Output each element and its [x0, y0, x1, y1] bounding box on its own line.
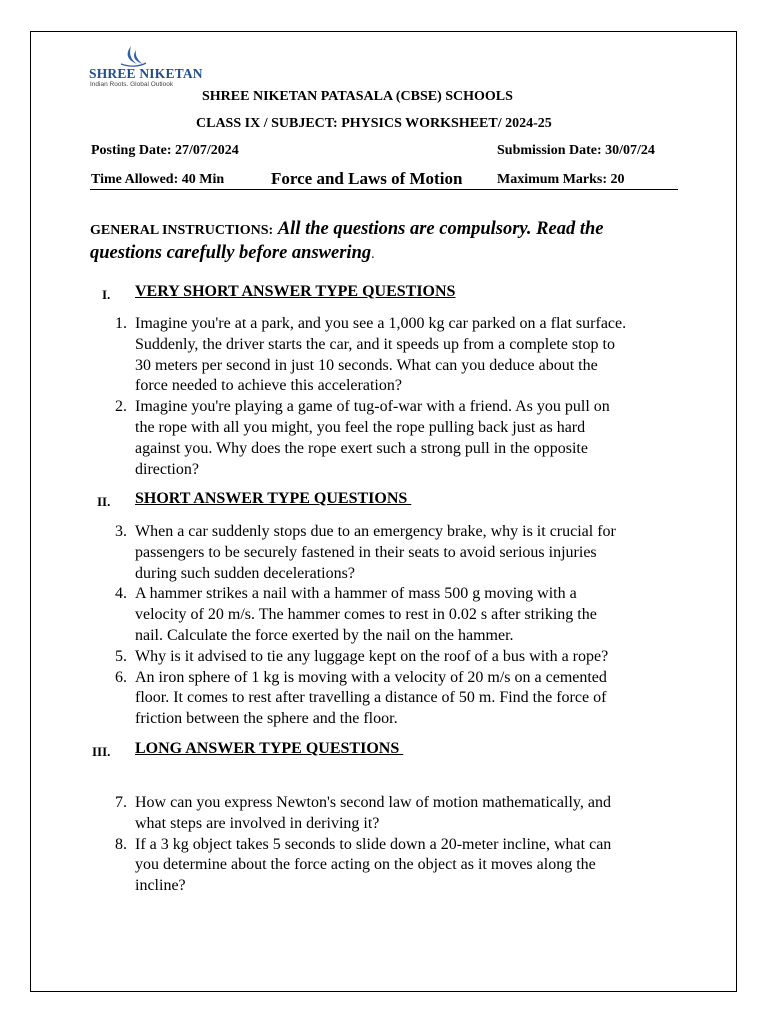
section-number: I.	[102, 287, 111, 302]
question-number: 2.	[115, 398, 127, 416]
school-name: SHREE NIKETAN PATASALA (CBSE) SCHOOLS	[202, 89, 513, 104]
question-number: 4.	[115, 585, 127, 603]
question-list	[90, 793, 685, 897]
instructions-label: GENERAL INSTRUCTIONS:	[90, 223, 274, 238]
class-subject: CLASS IX / SUBJECT: PHYSICS WORKSHEET/ 2024-25	[196, 116, 552, 131]
question-line: When a car suddenly stops due to an emergency brake, why is it crucial for	[135, 523, 616, 540]
question-number: 6.	[115, 668, 127, 686]
section-number: III.	[92, 744, 111, 759]
question-line: How can you express Newton's second law of motion mathematically, and	[135, 794, 611, 811]
question-number: 1.	[115, 315, 127, 332]
instructions-period: .	[371, 247, 375, 262]
question-line: Imagine you're at a park, and you see a 1,000 kg car parked on a flat surface.	[135, 315, 627, 332]
submission-date: Submission Date: 30/07/24	[497, 143, 655, 158]
question-item	[90, 584, 685, 646]
section-title: LONG ANSWER TYPE QUESTIONS	[135, 740, 404, 757]
question-line: An iron sphere of 1 kg is moving with a velocity of 20 m/s on a cemented	[135, 668, 607, 686]
question-line: 30 meters per second in just 10 seconds. What can you deduce about the	[135, 356, 598, 374]
posting-date: Posting Date: 27/07/2024	[91, 143, 239, 158]
question-line: direction?	[135, 460, 199, 478]
question-item	[90, 668, 685, 730]
question-line: during such sudden decelerations?	[135, 564, 355, 582]
question-line: nail. Calculate the force exerted by the nail on the hammer.	[135, 626, 514, 644]
logo-swoosh-icon	[117, 44, 147, 68]
question-line: you determine about the force acting on the object as it moves along the	[135, 856, 596, 874]
section-number: II.	[97, 494, 111, 509]
question-number: 8.	[115, 835, 127, 853]
question-line: the rope with all you might, you feel the rope pulling back just as hard	[135, 418, 586, 436]
logo-tagline: Indian Roots. Global Outlook	[90, 81, 174, 88]
question-line: incline?	[135, 877, 186, 895]
question-line: Suddenly, the driver starts the car, and it speeds up from a complete stop to	[135, 335, 615, 353]
question-list	[90, 522, 685, 730]
question-line: force needed to achieve this acceleration?	[135, 377, 402, 395]
question-line: friction between the sphere and the floor.	[135, 710, 398, 728]
question-number: 3.	[115, 523, 127, 540]
question-list	[90, 314, 685, 480]
maximum-marks: Maximum Marks: 20	[497, 172, 625, 187]
school-logo	[89, 44, 219, 92]
question-line: If a 3 kg object takes 5 seconds to slide down a 20-meter incline, what can	[135, 835, 612, 853]
worksheet-topic: Force and Laws of Motion	[271, 169, 463, 188]
question-item	[90, 647, 685, 668]
question-number: 5.	[115, 647, 127, 665]
logo-name: SHREE NIKETAN	[89, 66, 203, 81]
question-line: what steps are involved in deriving it?	[135, 814, 380, 832]
question-line: A hammer strikes a nail with a hammer of mass 500 g moving with a	[135, 585, 577, 603]
instructions-text: All the questions are compulsory. Read the questions carefully before answering	[90, 219, 604, 263]
question-line: floor. It comes to rest after travelling a distance of 50 m. Find the force of	[135, 689, 607, 707]
time-allowed: Time Allowed: 40 Min	[91, 172, 225, 187]
question-item	[90, 397, 685, 480]
section-title: VERY SHORT ANSWER TYPE QUESTIONS	[135, 283, 456, 300]
question-line: against you. Why does the rope exert such a strong pull in the opposite	[135, 439, 588, 457]
question-line: passengers to be securely fastened in their seats to avoid serious injuries	[135, 543, 597, 561]
general-instructions	[90, 218, 680, 266]
question-line: Why is it advised to tie any luggage kept on the roof of a bus with a rope?	[135, 647, 609, 665]
section-title: SHORT ANSWER TYPE QUESTIONS	[135, 490, 412, 507]
question-item	[90, 835, 685, 897]
question-item	[90, 314, 685, 397]
question-line: velocity of 20 m/s. The hammer comes to rest in 0.02 s after striking the	[135, 606, 597, 624]
header-divider	[90, 189, 678, 190]
question-line: Imagine you're playing a game of tug-of-war with a friend. As you pull on	[135, 398, 610, 416]
question-item	[90, 793, 685, 835]
question-item	[90, 522, 685, 584]
question-number: 7.	[115, 794, 127, 811]
